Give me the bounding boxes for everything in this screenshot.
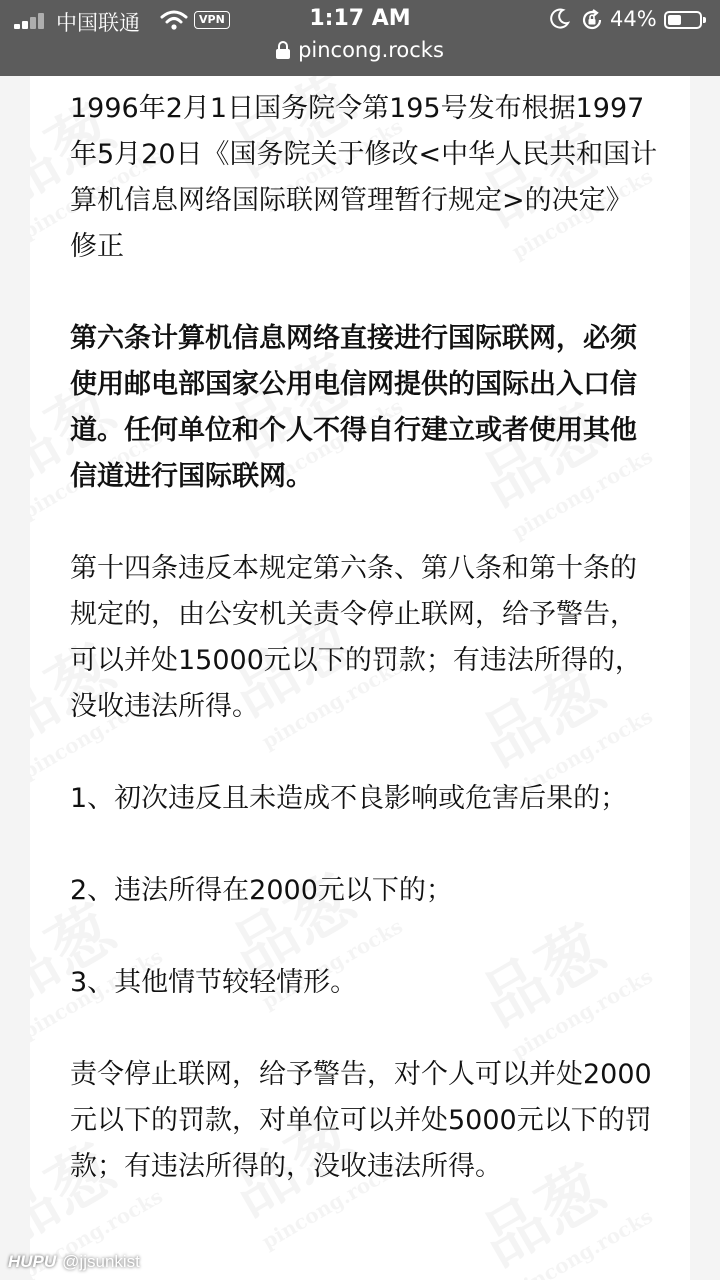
rotation-lock-icon [580,8,604,32]
carrier-name: 中国联通 [56,11,140,35]
list-item-3: 3、其他情节较轻情形。 [70,967,358,998]
address-bar[interactable] [0,38,720,74]
paragraph-article-14: 第十四条违反本规定第六条、第八条和第十条的规定的，由公安机关责令停止联网，给予警告，可以并处15000元以下的罚款；有违法所得的，没收违法所得。 [70,553,642,722]
image-credit [8,1252,140,1272]
battery-level-fill [668,15,681,25]
moon-icon [548,8,570,30]
battery-icon [664,11,702,29]
list-item-2: 2、违法所得在2000元以下的； [70,875,453,906]
credit-brand: HUPU [8,1252,57,1271]
left-margin [0,76,30,1280]
status-bar [0,0,720,40]
article-page[interactable] [30,76,690,1280]
browser-top-bar [0,0,720,76]
list-item-1: 1、初次违反且未造成不良影响或危害后果的； [70,783,628,814]
battery-percent: 44% [610,7,657,31]
paragraph-penalty: 责令停止联网，给予警告，对个人可以并处2000元以下的罚款，对单位可以并处5000元以下的罚款；有违法所得的，没收违法所得。 [70,1059,652,1182]
right-margin [690,76,720,1280]
vpn-badge: VPN [194,11,230,29]
lock-icon [276,41,290,59]
article-body [70,86,658,1236]
paragraph-article-6: 第六条计算机信息网络直接进行国际联网，必须使用邮电部国家公用电信网提供的国际出入口信道。任何单位和个人不得自行建立或者使用其他信道进行国际联网。 [70,323,637,492]
paragraph-preamble: 1996年2月1日国务院令第195号发布根据1997年5月20日《国务院关于修改<中华人民共和国计算机信息网络国际联网管理暂行规定>的决定》修正 [70,93,658,262]
url-text[interactable]: pincong.rocks [298,38,444,62]
credit-handle: @jjsunkist [62,1252,140,1271]
status-time: 1:17 AM [309,6,411,31]
